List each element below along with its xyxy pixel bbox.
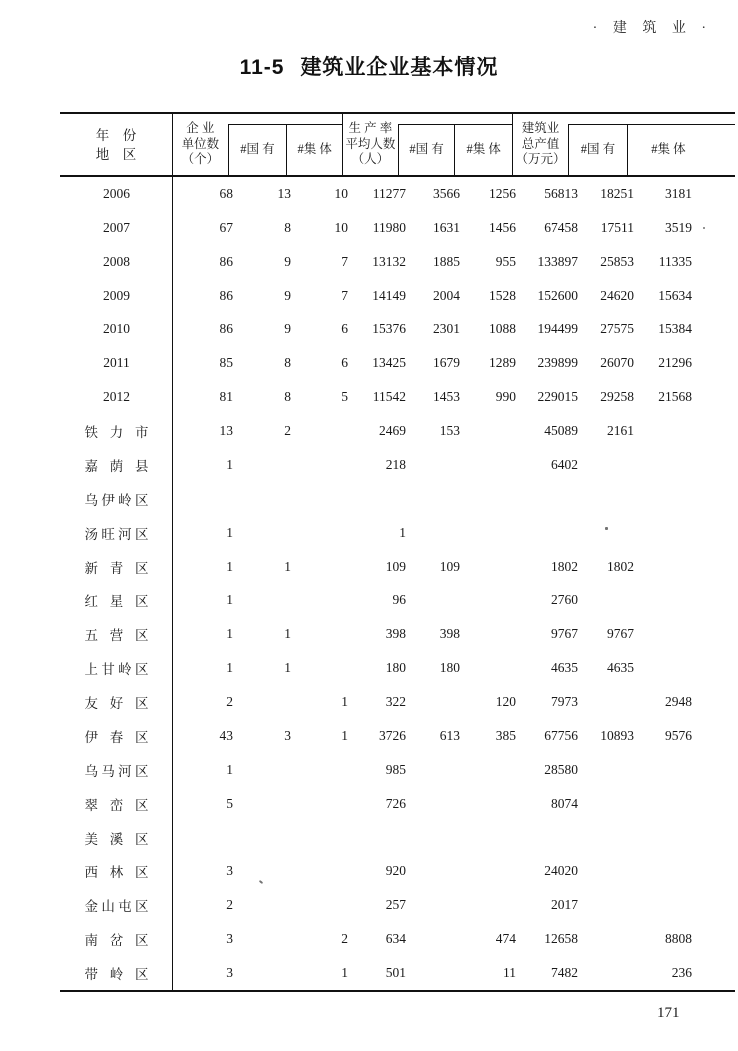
value-cell-persons-state: 1631 [433,219,460,235]
value-cell-persons: 13132 [372,253,406,269]
row-label: 金山屯区 [84,899,149,915]
value-cell-units: 3 [226,965,233,981]
row-label: 铁力市 [84,425,149,441]
row-label: 带岭区 [84,967,149,983]
table-row [60,245,735,279]
value-cell-units: 67 [219,219,233,235]
value-cell-units: 1 [226,761,233,777]
row-label-cell [60,726,173,746]
row-label-cell [60,355,173,371]
value-cell-output-collective: 3519 [665,219,692,235]
value-cell-units: 2 [226,694,233,710]
value-cell-output: 194499 [537,321,578,337]
value-cell-persons-collective: 955 [495,253,516,269]
scan-artifact-dot [605,527,608,530]
value-cell-output: 28580 [544,761,578,777]
value-cell-output: 2760 [551,592,578,608]
value-cell-output: 152600 [537,287,578,303]
value-cell-output-collective: 236 [671,965,692,981]
value-cell-units: 3 [226,931,233,947]
value-cell-persons-collective: 385 [495,727,516,743]
value-cell-output-state: 18251 [600,185,634,201]
value-cell-persons: 11542 [372,389,406,405]
row-label-cell [60,321,173,337]
table-row [60,279,735,313]
table-row [60,922,735,956]
row-label-cell [60,963,173,983]
value-cell-output-state: 4635 [607,660,634,676]
table-row [60,550,735,584]
header-group-enterprises [173,114,343,175]
header-text: #集 体 [297,142,332,157]
value-cell-persons: 109 [385,558,406,574]
header-text: 总产值 [521,136,560,151]
table-row [60,584,735,618]
value-cell-persons: 2469 [379,423,406,439]
value-cell-output-state: 1802 [607,558,634,574]
value-cell-units-state: 1 [284,660,291,676]
header-output-value-label [513,114,568,175]
value-cell-units: 1 [226,626,233,642]
value-cell-units: 85 [219,355,233,371]
value-cell-persons-collective: 1289 [489,355,516,371]
row-label-cell [60,895,173,915]
row-label: 翠峦区 [84,797,149,813]
value-cell-units-collective: 1 [341,727,348,743]
row-label-cell [60,389,173,405]
value-cell-units-state: 9 [284,321,291,337]
value-cell-units-collective: 2 [341,931,348,947]
table-row [60,888,735,922]
value-cell-persons-state: 180 [439,660,460,676]
header-state-owned [398,124,455,175]
table-row [60,448,735,482]
value-cell-units-state: 3 [284,727,291,743]
value-cell-output: 229015 [537,389,578,405]
value-cell-units: 43 [219,727,233,743]
value-cell-persons: 257 [385,897,406,913]
value-cell-output-state: 24620 [600,287,634,303]
row-label: 西林区 [84,865,149,881]
value-cell-persons: 180 [385,660,406,676]
value-cell-output: 24020 [544,863,578,879]
header-region-line1: 年 份 [95,127,137,143]
value-cell-persons-collective: 474 [495,931,516,947]
value-cell-persons-state: 1679 [433,355,460,371]
row-label: 乌马河区 [84,763,149,779]
row-label-cell [60,220,173,236]
value-cell-persons-state: 1453 [433,389,460,405]
value-cell-persons: 11980 [372,219,406,235]
row-label: 2009 [103,287,130,303]
value-cell-output-state: 25853 [600,253,634,269]
value-cell-units: 1 [226,558,233,574]
row-label-cell [60,288,173,304]
row-label-cell [60,760,173,780]
table-row [60,346,735,380]
value-cell-persons-state: 153 [439,423,460,439]
row-label: 红星区 [84,594,149,610]
row-label-cell [60,794,173,814]
row-label-cell [60,929,173,949]
value-cell-output: 56813 [544,185,578,201]
value-cell-output: 4635 [551,660,578,676]
value-cell-units: 1 [226,660,233,676]
section-corner-label: · 建 筑 业 · [592,21,712,36]
header-state-owned [228,124,287,175]
header-text: 建筑业 [521,121,560,136]
header-text: （人） [351,152,390,167]
header-group-output-value [513,114,735,175]
value-cell-units-collective: 6 [341,321,348,337]
row-label-cell [60,828,173,848]
value-cell-persons-state: 2004 [433,287,460,303]
value-cell-persons-collective: 990 [495,389,516,405]
scan-artifact-dot [703,227,705,229]
value-cell-output-collective: 3181 [665,185,692,201]
table-row [60,516,735,550]
table-row [60,313,735,347]
value-cell-units-collective: 6 [341,355,348,371]
value-cell-output-collective: 21296 [658,355,692,371]
value-cell-output-collective: 15384 [658,321,692,337]
value-cell-persons: 985 [385,761,406,777]
table-title-text: 建筑业企业基本情况 [300,56,499,79]
value-cell-persons: 1 [399,524,406,540]
value-cell-persons: 15376 [372,321,406,337]
value-cell-units-state: 13 [277,185,291,201]
row-label: 乌伊岭区 [84,492,149,508]
value-cell-output: 6402 [551,456,578,472]
table-row [60,617,735,651]
table-row [60,177,735,211]
table-column-divider [172,177,174,990]
value-cell-units-state: 9 [284,253,291,269]
table-row [60,211,735,245]
value-cell-persons-collective: 1088 [489,321,516,337]
header-text: #国 有 [580,142,616,157]
header-region-column [60,114,173,175]
value-cell-units: 86 [219,321,233,337]
value-cell-output-state: 10893 [600,727,634,743]
value-cell-units: 86 [219,253,233,269]
row-label: 嘉荫县 [84,458,149,474]
value-cell-units: 1 [226,524,233,540]
value-cell-output-collective: 2948 [665,694,692,710]
table-row [60,414,735,448]
row-label: 汤旺河区 [84,526,149,542]
value-cell-units: 86 [219,287,233,303]
value-cell-output-collective: 21568 [658,389,692,405]
row-label-cell [60,421,173,441]
value-cell-persons-state: 398 [439,626,460,642]
value-cell-persons-state: 613 [439,727,460,743]
row-label: 2008 [103,253,130,269]
value-cell-output: 67458 [544,219,578,235]
value-cell-persons-state: 2301 [433,321,460,337]
row-label-cell [60,861,173,881]
row-label: 2007 [103,219,130,235]
row-label-cell [60,523,173,543]
row-label: 友好区 [84,696,149,712]
value-cell-persons: 634 [385,931,406,947]
value-cell-output: 45089 [544,423,578,439]
value-cell-units-state: 8 [284,219,291,235]
table-row [60,787,735,821]
value-cell-output-collective: 9576 [665,727,692,743]
table-row [60,719,735,753]
value-cell-units: 13 [219,423,233,439]
row-label: 2010 [103,321,130,337]
value-cell-units: 1 [226,592,233,608]
value-cell-units-collective: 1 [341,965,348,981]
header-text: 生 产 率 [348,121,393,136]
value-cell-persons-collective: 120 [495,694,516,710]
table-number: 11-5 [239,56,285,79]
row-label: 五营区 [84,628,149,644]
table-row [60,685,735,719]
header-region-line2: 地 区 [95,146,137,162]
header-text: （个） [181,152,220,167]
value-cell-persons-collective: 1456 [489,219,516,235]
value-cell-units-state: 2 [284,423,291,439]
value-cell-units-collective: 10 [334,219,348,235]
value-cell-units-collective: 5 [341,389,348,405]
header-text: 单位数 [181,136,220,151]
value-cell-persons: 3726 [379,727,406,743]
value-cell-persons: 398 [385,626,406,642]
value-cell-output: 7482 [551,965,578,981]
value-cell-units-collective: 7 [341,287,348,303]
table-row [60,651,735,685]
row-label: 南岔区 [84,933,149,949]
row-label-cell [60,557,173,577]
value-cell-units-state: 1 [284,558,291,574]
row-label: 美溪区 [84,831,149,847]
value-cell-output: 67756 [544,727,578,743]
value-cell-units: 2 [226,897,233,913]
value-cell-units: 5 [226,795,233,811]
value-cell-units-collective: 10 [334,185,348,201]
row-label: 2006 [103,185,130,201]
row-label-cell [60,692,173,712]
row-label: 新青区 [84,560,149,576]
row-label-cell [60,186,173,202]
header-text: #国 有 [409,142,444,157]
row-label-cell [60,455,173,475]
header-text: #集 体 [651,142,686,157]
value-cell-units-state: 8 [284,355,291,371]
table-row [60,482,735,516]
value-cell-output-state: 27575 [600,321,634,337]
row-label: 2012 [103,389,130,405]
value-cell-persons: 96 [392,592,406,608]
page-number: 171 [657,1005,680,1021]
value-cell-persons: 920 [385,863,406,879]
row-label-cell [60,590,173,610]
value-cell-persons: 14149 [372,287,406,303]
value-cell-persons: 218 [385,456,406,472]
value-cell-persons: 501 [385,965,406,981]
table-body [60,177,735,992]
value-cell-output-state: 29258 [600,389,634,405]
value-cell-units: 3 [226,863,233,879]
value-cell-units-state: 1 [284,626,291,642]
value-cell-units: 68 [219,185,233,201]
value-cell-output-collective: 8808 [665,931,692,947]
header-state-owned [568,124,627,175]
value-cell-persons-collective: 1256 [489,185,516,201]
value-cell-units-collective: 7 [341,253,348,269]
value-cell-persons: 726 [385,795,406,811]
value-cell-output-collective: 15634 [658,287,692,303]
value-cell-output-state: 9767 [607,626,634,642]
value-cell-output: 133897 [537,253,578,269]
table-row [60,855,735,889]
value-cell-persons-collective: 11 [503,965,516,981]
row-label: 伊春区 [84,729,149,745]
row-label-cell [60,489,173,509]
header-text: 企 业 [186,121,215,136]
header-text: #国 有 [240,142,275,157]
value-cell-persons: 11277 [372,185,406,201]
statistics-table [60,112,735,992]
row-label: 上甘岭区 [84,662,149,678]
value-cell-persons-state: 3566 [433,185,460,201]
value-cell-units-state: 9 [284,287,291,303]
value-cell-output: 8074 [551,795,578,811]
value-cell-persons-state: 1885 [433,253,460,269]
value-cell-output-state: 26070 [600,355,634,371]
page-title [0,51,738,81]
value-cell-units: 81 [219,389,233,405]
row-label-cell [60,254,173,270]
value-cell-output: 239899 [537,355,578,371]
value-cell-output: 9767 [551,626,578,642]
table-row [60,380,735,414]
row-label-cell [60,624,173,644]
row-label-cell [60,658,173,678]
table-row [60,956,735,990]
value-cell-output: 1802 [551,558,578,574]
header-average-persons-label [343,114,398,175]
value-cell-persons-state: 109 [439,558,460,574]
table-row [60,753,735,787]
header-collective [627,124,735,175]
value-cell-output: 2017 [551,897,578,913]
value-cell-output-state: 2161 [607,423,634,439]
header-text: #集 体 [466,142,501,157]
value-cell-persons: 13425 [372,355,406,371]
value-cell-persons: 322 [385,694,406,710]
header-text: 平均人数 [345,136,396,151]
value-cell-units-collective: 1 [341,694,348,710]
value-cell-persons-collective: 1528 [489,287,516,303]
value-cell-units: 1 [226,456,233,472]
value-cell-output-collective: 11335 [658,253,692,269]
table-header [60,112,735,177]
header-text: （万元） [515,152,566,167]
value-cell-output-state: 17511 [600,219,634,235]
header-group-average-persons [343,114,513,175]
table-row [60,821,735,855]
value-cell-units-state: 8 [284,389,291,405]
value-cell-output: 12658 [544,931,578,947]
header-collective [286,124,342,175]
header-collective [454,124,512,175]
value-cell-output: 7973 [551,694,578,710]
header-enterprise-units-label [173,114,228,175]
row-label: 2011 [103,355,130,371]
